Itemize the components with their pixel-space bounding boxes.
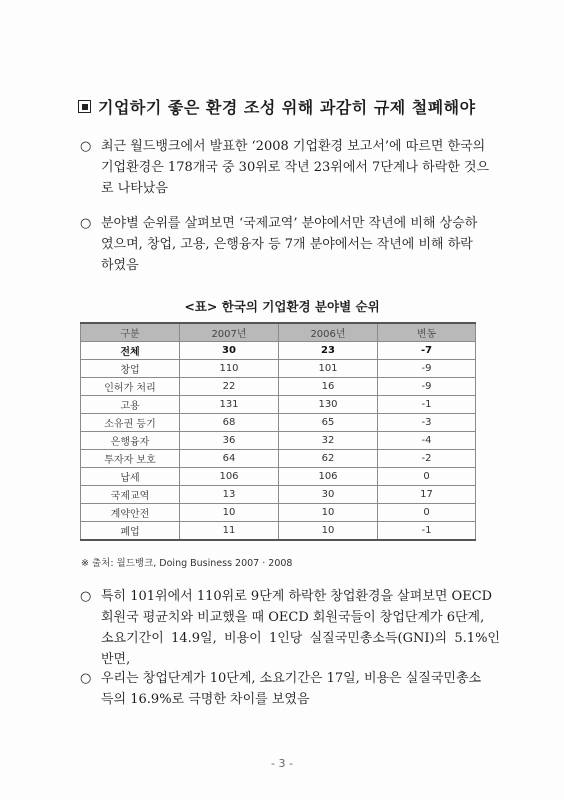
table-header-row	[81, 323, 476, 342]
paragraph-4	[80, 668, 500, 710]
cell-2007: 11	[180, 522, 279, 541]
ranking-table	[80, 322, 476, 541]
section-heading-text: 기업하기 좋은 환경 조성 위해 과감히 규제 철폐해야	[98, 98, 476, 117]
header-2006: 2006년	[279, 323, 378, 342]
paragraph-4-text: 우리는 창업단계가 10단계, 소요기간은 17일, 비용은 실질국민총소 득의 16.9%로 극명한 차이를 보였음	[101, 671, 482, 707]
table-row	[81, 414, 476, 432]
cell-2006: 62	[279, 450, 378, 468]
cell-2007: 106	[180, 468, 279, 486]
table-row	[81, 378, 476, 396]
cell-2006: 32	[279, 432, 378, 450]
header-change: 변동	[378, 323, 476, 342]
section-heading	[78, 95, 476, 118]
circle-bullet-icon: ○	[80, 216, 92, 231]
cell-category: 창업	[81, 360, 180, 378]
cell-2006: 101	[279, 360, 378, 378]
cell-2006: 16	[279, 378, 378, 396]
table-source-note: ※ 출처: 월드뱅크, Doing Business 2007 · 2008	[81, 558, 293, 569]
cell-2006: 10	[279, 504, 378, 522]
table-row	[81, 450, 476, 468]
table-row	[81, 486, 476, 504]
cell-2007: 36	[180, 432, 279, 450]
cell-change: 17	[378, 486, 476, 504]
cell-2006: 106	[279, 468, 378, 486]
square-bullet-icon	[78, 100, 91, 113]
cell-2007: 64	[180, 450, 279, 468]
cell-category: 전체	[81, 342, 180, 360]
cell-change: -9	[378, 378, 476, 396]
cell-2007: 22	[180, 378, 279, 396]
cell-category: 고용	[81, 396, 180, 414]
cell-change: 0	[378, 504, 476, 522]
cell-2007: 68	[180, 414, 279, 432]
table-row	[81, 468, 476, 486]
cell-category: 투자자 보호	[81, 450, 180, 468]
cell-change: -1	[378, 396, 476, 414]
circle-bullet-icon: ○	[80, 139, 92, 154]
cell-category: 계약안전	[81, 504, 180, 522]
cell-2006: 130	[279, 396, 378, 414]
cell-2006: 30	[279, 486, 378, 504]
paragraph-1-text: 최근 월드뱅크에서 발표한 ‘2008 기업환경 보고서’에 따르면 한국의 기업환경은 178개국 중 30위로 작년 23위에서 7단계나 하락한 것으 로 나타났음	[101, 139, 490, 196]
table-row	[81, 432, 476, 450]
cell-2007: 110	[180, 360, 279, 378]
cell-change: -4	[378, 432, 476, 450]
cell-change: -7	[378, 342, 476, 360]
cell-category: 인허가 처리	[81, 378, 180, 396]
cell-change: -9	[378, 360, 476, 378]
cell-category: 소유권 등기	[81, 414, 180, 432]
cell-category: 국제교역	[81, 486, 180, 504]
table-row	[81, 396, 476, 414]
cell-change: 0	[378, 468, 476, 486]
paragraph-2	[80, 213, 500, 276]
cell-2007: 131	[180, 396, 279, 414]
paragraph-2-text: 분야별 순위를 살펴보면 ‘국제교역’ 분야에서만 작년에 비해 상승하 였으며, 창업, 고용, 은행융자 등 7개 분야에서는 작년에 비해 하락 하였음	[101, 216, 478, 273]
table-row	[81, 504, 476, 522]
cell-change: -3	[378, 414, 476, 432]
cell-change: -1	[378, 522, 476, 541]
table-row	[81, 342, 476, 360]
paragraph-3-text: 특히 101위에서 110위로 9단계 하락한 창업환경을 살펴보면 OECD 회원국 평균치와 비교했을 때 OECD 회원국들이 창업단계가 6단계, 소요기간이 14.9일, 비용이 1인당 실질국민총소득(GNI)의 5.1%인 반면,	[101, 589, 500, 667]
cell-2007: 30	[180, 342, 279, 360]
cell-category: 납세	[81, 468, 180, 486]
page-number: - 3 -	[271, 757, 293, 770]
paragraph-3	[80, 586, 500, 670]
cell-2006: 65	[279, 414, 378, 432]
table-caption: <표> 한국의 기업환경 분야별 순위	[184, 299, 380, 314]
circle-bullet-icon: ○	[80, 589, 92, 604]
table-row	[81, 360, 476, 378]
cell-2007: 13	[180, 486, 279, 504]
cell-category: 폐업	[81, 522, 180, 541]
cell-2006: 10	[279, 522, 378, 541]
cell-change: -2	[378, 450, 476, 468]
cell-category: 은행융자	[81, 432, 180, 450]
cell-2006: 23	[279, 342, 378, 360]
table-row	[81, 522, 476, 541]
header-2007: 2007년	[180, 323, 279, 342]
circle-bullet-icon: ○	[80, 671, 92, 686]
paragraph-1	[80, 136, 500, 199]
header-category: 구분	[81, 323, 180, 342]
cell-2007: 10	[180, 504, 279, 522]
